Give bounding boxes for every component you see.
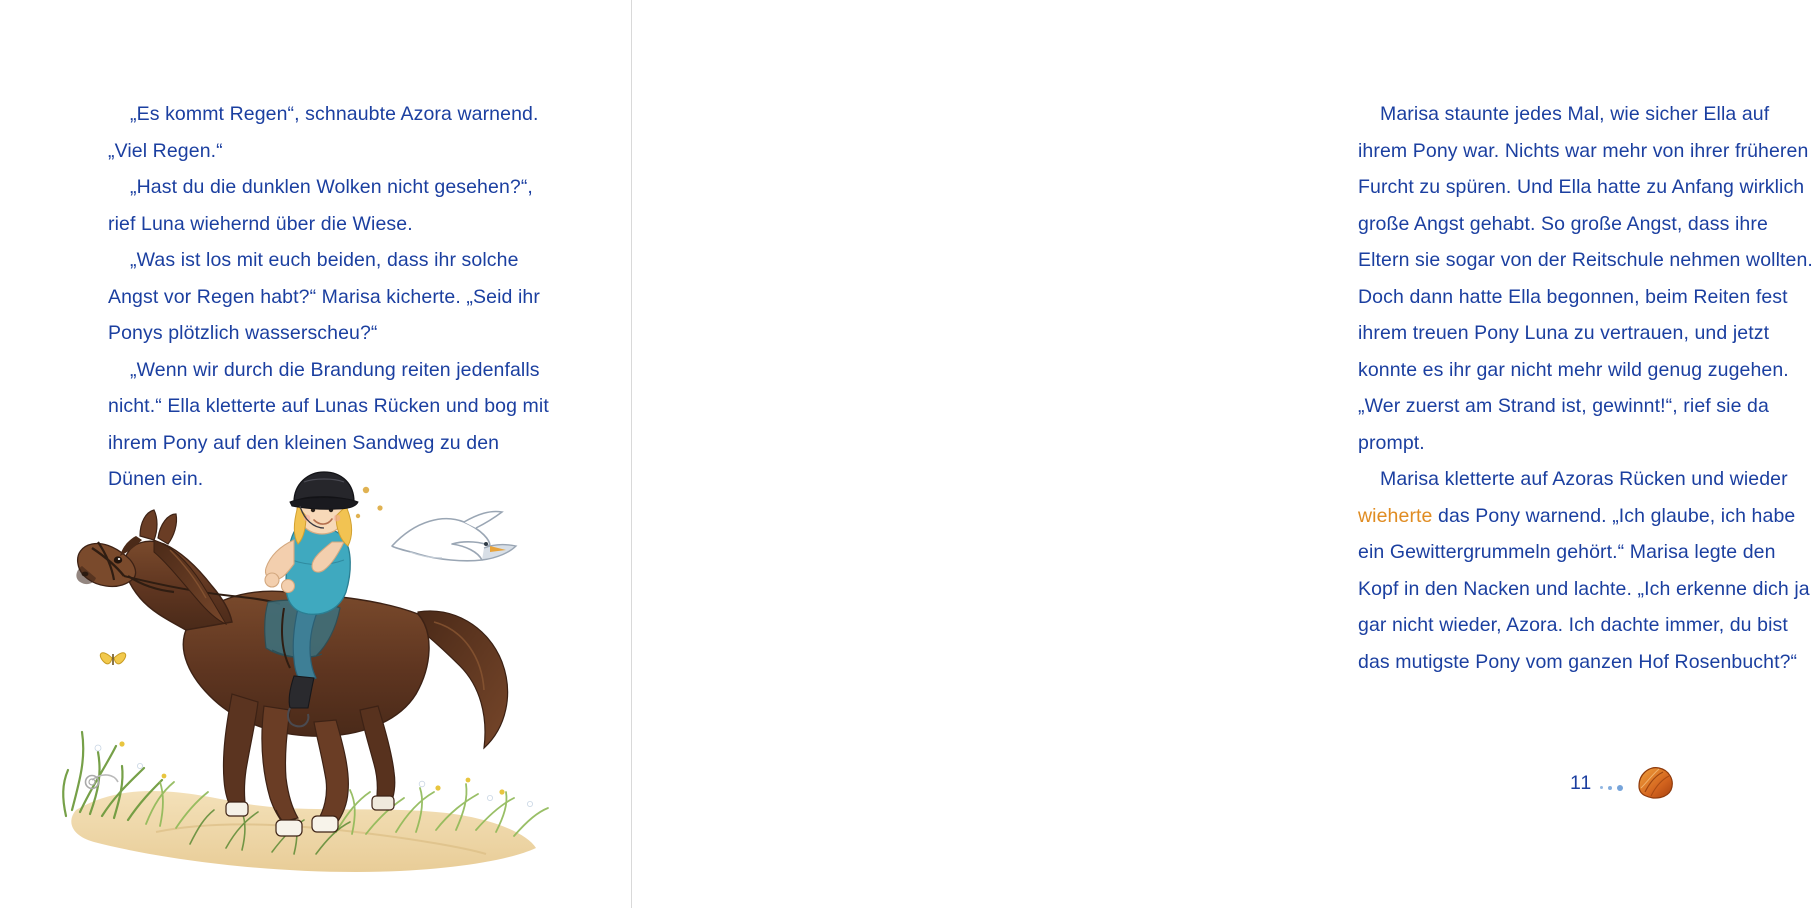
page-number: 11 <box>1570 772 1593 794</box>
paragraph: „Hast du die dunklen Wolken nicht gesehen?“, rief Luna wiehernd über die Wiese. <box>108 176 533 235</box>
sparkle-dots <box>356 487 383 518</box>
snail-icon <box>86 775 119 789</box>
seagull-illustration <box>392 511 516 560</box>
left-page <box>0 0 632 908</box>
right-page <box>632 0 1813 908</box>
paragraph-text-after: das Pony warnend. „Ich glaube, ich habe ein Gewittergrummeln gehört.“ Marisa legte den Kopf in den Nacken und lachte. „Ich erkenne dich ja gar nicht wieder, Azora. Ich dachte immer, du bist das mutigste Pony vom ganzen Hof Rosenbucht?“ <box>1358 504 1810 673</box>
paragraph-with-highlight <box>1358 461 1820 680</box>
paragraph: „Was ist los mit euch beiden, dass ihr solche Angst vor Regen habt?“ Marisa kicherte. „Seid ihr Ponys plötzlich wasserscheu?“ <box>108 249 540 344</box>
paragraph: „Es kommt Regen“, schnaubte Azora warnend. „Viel Regen.“ <box>108 103 539 162</box>
left-page-text <box>108 96 560 498</box>
folio-dots <box>1600 777 1623 791</box>
page-folio <box>1570 762 1677 805</box>
girl-riding-pony-illustration <box>36 480 596 880</box>
highlighted-word: wieherte <box>1358 504 1433 527</box>
paragraph: Marisa staunte jedes Mal, wie sicher Ella auf ihrem Pony war. Nichts war mehr von ihrer früheren Furcht zu spüren. Und Ella hatte zu Anfang wirklich große Angst gehabt. So große Angst, dass ihre Eltern sie sogar von der Reitschule nehmen wollten. Doch dann hatte Ella begonnen, beim Reiten fest ihrem treuen Pony Luna zu vertrauen, und jetzt konnte es ihr gar nicht mehr wild genug zugehen. „Wer zuerst am Strand ist, gewinnt!“, rief sie da prompt. <box>1358 103 1813 454</box>
paragraph-text-before: Marisa kletterte auf Azoras Rücken und wieder <box>1380 468 1788 490</box>
paragraph: „Wenn wir durch die Brandung reiten jedenfalls nicht.“ Ella kletterte auf Lunas Rücken und bog mit ihrem Pony auf den kleinen Sandweg zu den Dünen ein. <box>108 358 549 490</box>
butterfly-icon <box>100 653 125 665</box>
seashell-icon <box>1633 764 1677 805</box>
right-page-text <box>1358 96 1820 680</box>
